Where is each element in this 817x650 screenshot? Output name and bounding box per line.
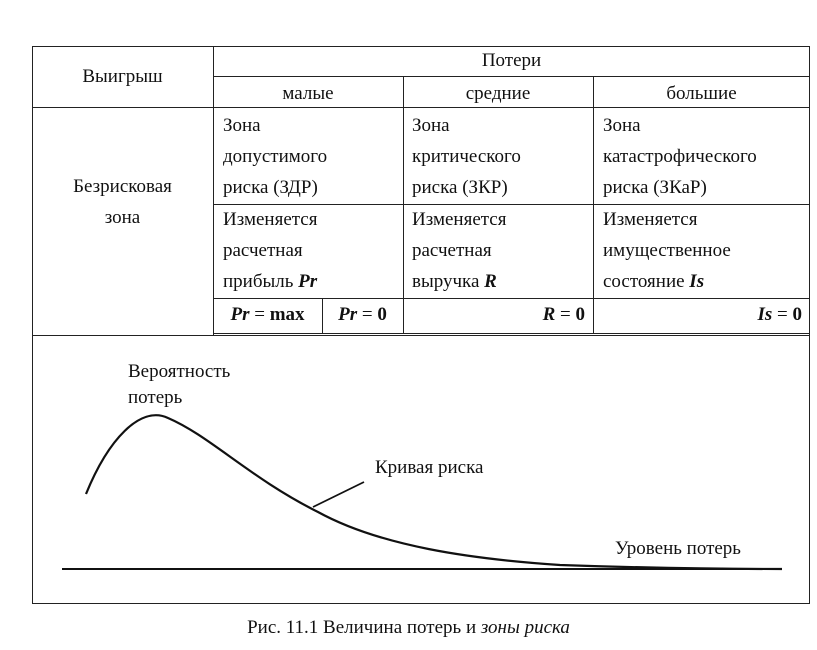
zone-cell-acceptable: Зона допустимого риска (ЗДР) [223,115,328,198]
col-header-large: большие [666,83,737,104]
row-label-riskless-zone: Безрисковая зона [73,176,172,228]
condition-r-zero: R = 0 [542,304,585,325]
figure-caption: Рис. 11.1 Величина потерь и зоны риска [247,617,570,638]
probability-label: Вероятность потерь [128,361,231,408]
loss-level-label: Уровень потерь [615,538,741,559]
change-cell-property: Изменяется имущественное состояние Is [603,209,731,292]
change-cell-profit: Изменяется расчетная прибыль Pr [223,209,318,292]
zone-cell-critical: Зона критического риска (ЗКР) [412,115,521,198]
condition-is-zero: Is = 0 [757,304,802,325]
gain-header: Выигрыш [82,66,163,87]
zone-cell-catastrophic: Зона катастрофического риска (ЗКаР) [603,115,757,198]
change-cell-revenue: Изменяется расчетная выручка R [412,209,507,292]
condition-pr-zero: Pr = 0 [338,304,387,325]
curve-label-leader [313,482,364,507]
loss-header: Потери [481,50,542,71]
col-header-medium: средние [465,83,531,104]
risk-curve-label: Кривая риска [375,457,484,478]
col-header-small: малые [282,83,334,104]
condition-pr-max: Pr = max [230,304,305,325]
